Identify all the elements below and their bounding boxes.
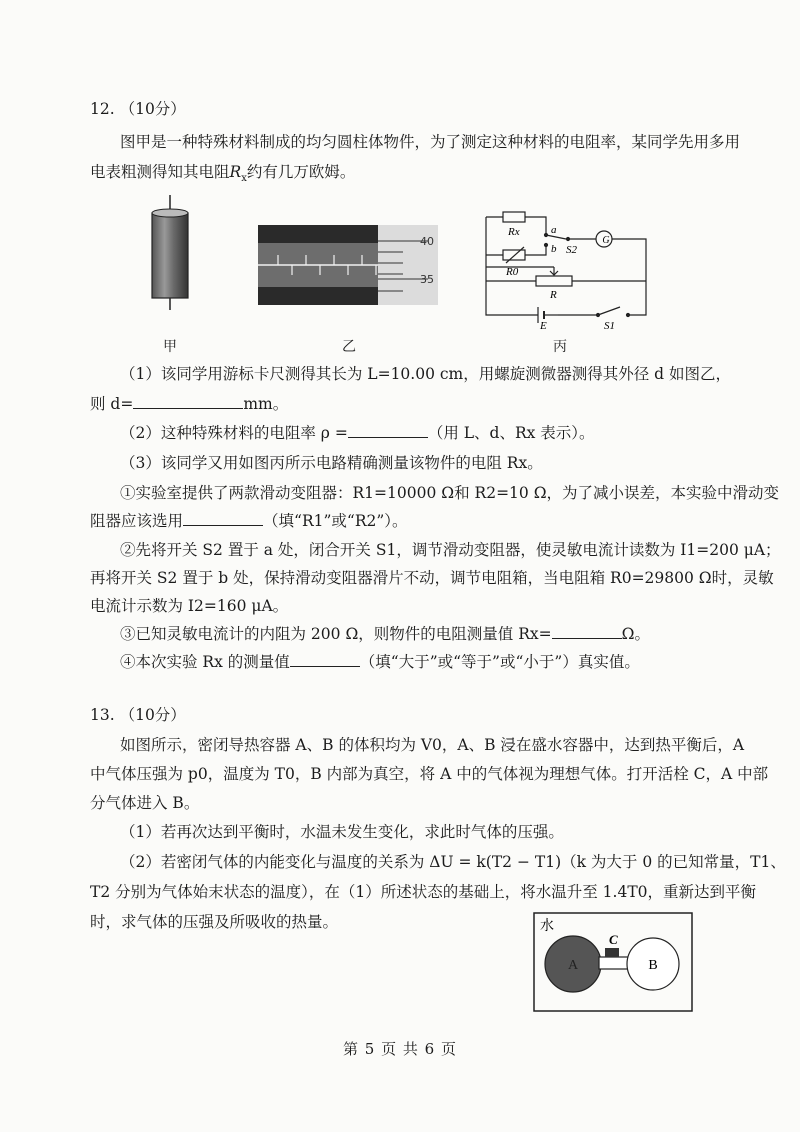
rheostat-choice-label: 阻器应该选用 bbox=[90, 512, 184, 530]
thimble-label-40: 40 bbox=[420, 235, 434, 248]
q12-part1-line2 bbox=[90, 392, 730, 416]
thimble-label-35: 35 bbox=[420, 273, 434, 286]
container-b-label: B bbox=[648, 958, 658, 973]
resistance-var: R bbox=[229, 163, 242, 181]
container-a-label: A bbox=[567, 958, 579, 973]
fig-bing-label: 丙 bbox=[553, 339, 567, 355]
answer-blank-rheostat[interactable] bbox=[183, 511, 263, 526]
cylinder-figure bbox=[140, 195, 200, 310]
fig-yi-label: 乙 bbox=[342, 339, 356, 355]
q12-part1-line1: （1）该同学用游标卡尺测得其长为 L=10.00 cm，用螺旋测微器测得其外径 d 如图乙， bbox=[120, 365, 732, 383]
s1-label: S1 bbox=[604, 320, 615, 330]
rheostat-label: R bbox=[550, 289, 557, 301]
battery-label: E bbox=[540, 320, 547, 330]
rho-note: （用 L、d、Rx 表示）。 bbox=[427, 424, 595, 442]
answer-blank-rx[interactable] bbox=[552, 624, 622, 639]
q13-intro-line1: 如图所示，密闭导热容器 A、B 的体积均为 V0，A、B 浸在盛水容器中，达到热平衡后，A bbox=[120, 736, 745, 754]
q13-intro-line2: 中气体压强为 p0，温度为 T0，B 内部为真空，将 A 中的气体视为理想气体。打开活栓 C，A 中部 bbox=[90, 765, 769, 783]
switch-a-label: a bbox=[551, 224, 557, 236]
galvanometer-label: G bbox=[602, 235, 610, 246]
q13-part2-line1: （2）若密闭气体的内能变化与温度的关系为 ΔU = k(T2 − T1)（k 为大于 0 的已知常量，T1、 bbox=[120, 853, 786, 871]
answer-blank-compare[interactable] bbox=[290, 652, 360, 667]
water-label: 水 bbox=[540, 919, 554, 934]
q12-step2-line3: 电流计示数为 I2=160 μA。 bbox=[90, 597, 289, 615]
q12-intro-text: 电表粗测得知其电阻 bbox=[90, 163, 230, 181]
micrometer-figure bbox=[258, 225, 438, 305]
answer-blank-d[interactable] bbox=[133, 394, 243, 409]
q12-step2-line1: ②先将开关 S2 置于 a 处，闭合开关 S1，调节滑动变阻器，使灵敏电流计读数为 I1=200 μA； bbox=[120, 541, 781, 559]
q13-part2-line3: 时，求气体的压强及所吸收的热量。 bbox=[90, 913, 339, 931]
q12-step2-line2: 再将开关 S2 置于 b 处，保持滑动变阻器滑片不动，调节电阻箱，当电阻箱 R0=29800 Ω时，灵敏 bbox=[90, 569, 774, 587]
switch-b-label: b bbox=[551, 243, 557, 255]
rheostat-choice-note: （填“R1”或“R2”）。 bbox=[263, 512, 408, 530]
rx-measure-label: ③已知灵敏电流计的内阻为 200 Ω，则物件的电阻测量值 Rx= bbox=[120, 625, 552, 643]
circuit-figure bbox=[478, 205, 668, 330]
compare-label: ④本次实验 Rx 的测量值 bbox=[120, 653, 290, 671]
q13-part1: （1）若再次达到平衡时，水温未发生变化，求此时气体的压强。 bbox=[120, 823, 564, 841]
d-label: 则 d= bbox=[90, 395, 134, 413]
r0-label: R0 bbox=[506, 266, 519, 278]
q12-step1-line2 bbox=[90, 509, 730, 533]
fig-jia-label: 甲 bbox=[163, 339, 177, 355]
page-footer: 第 5 页 共 6 页 bbox=[343, 1040, 457, 1058]
q12-intro-line2 bbox=[90, 160, 730, 191]
q12-part2 bbox=[120, 421, 760, 445]
d-unit: mm。 bbox=[243, 395, 289, 413]
s2-label: S2 bbox=[566, 244, 577, 256]
q13-header: 13. （10分） bbox=[90, 706, 186, 724]
q12-part3: （3）该同学又用如图丙所示电路精确测量该物件的电阻 Rx。 bbox=[120, 454, 543, 472]
q12-intro-text-end: 约有几万欧姆。 bbox=[246, 163, 356, 181]
q12-step1-line1: ①实验室提供了两款滑动变阻器：R1=10000 Ω和 R2=10 Ω，为了减小误差，本实验中滑动变 bbox=[120, 484, 780, 502]
q13-intro-line3: 分气体进入 B。 bbox=[90, 794, 200, 812]
q13-part2-line2: T2 分别为气体始末状态的温度），在（1）所述状态的基础上，将水温升至 1.4T0，重新达到平衡 bbox=[90, 883, 757, 901]
answer-blank-rho[interactable] bbox=[348, 423, 428, 438]
stopcock-c-label: C bbox=[609, 932, 618, 947]
resistance-sub: x bbox=[241, 173, 247, 185]
rx-label: Rx bbox=[508, 226, 520, 238]
compare-note: （填“大于”或“等于”或“小于”）真实值。 bbox=[359, 653, 640, 671]
q12-step3 bbox=[120, 622, 760, 646]
q12-step4 bbox=[120, 650, 760, 674]
q12-intro-line1: 图甲是一种特殊材料制成的均匀圆柱体物件，为了测定这种材料的电阻率，某同学先用多用 bbox=[120, 133, 741, 151]
rho-label: （2）这种特殊材料的电阻率 ρ = bbox=[120, 424, 348, 442]
ohm-unit: Ω。 bbox=[621, 625, 650, 643]
container-figure bbox=[533, 912, 693, 1012]
q12-header: 12. （10分） bbox=[90, 100, 186, 118]
